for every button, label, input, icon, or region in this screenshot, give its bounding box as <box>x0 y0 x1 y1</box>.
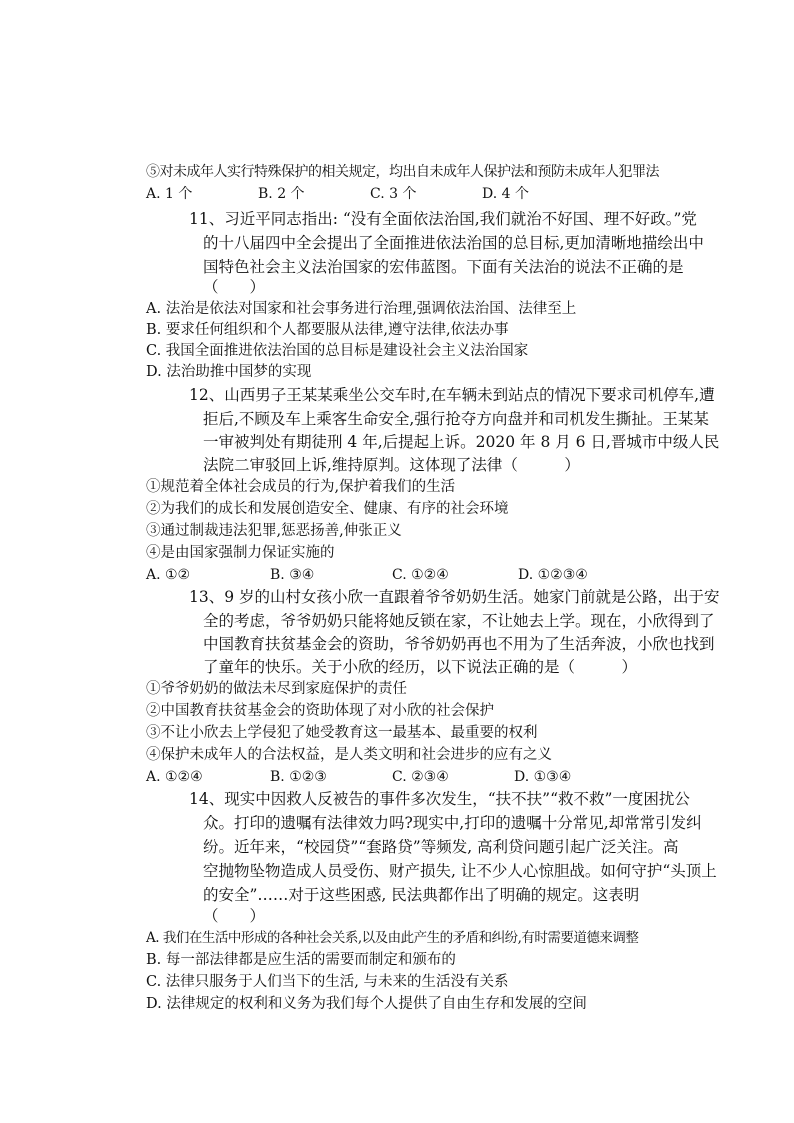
q12-stem-line-4: 法院二审驳回上诉,维持原判。这体现了法律（ ） <box>203 456 580 474</box>
q12-options <box>146 565 666 585</box>
q13-stem-line-4: 了童年的快乐。关于小欣的经历，以下说法正确的是（ ） <box>203 658 638 676</box>
q14-option-c[interactable]: C. 法律只服务于人们当下的生活, 与未来的生活没有关系 <box>146 974 509 990</box>
q10-option-a[interactable]: A. 1 个 <box>146 186 193 202</box>
q12-option-a[interactable]: A. ①② <box>146 567 191 583</box>
q11-stem-line-1: 11、习近平同志指出: “没有全面依法治国,我们就治不好国、理不好政。”党 <box>189 210 697 228</box>
q14-stem-line-2: 众。打印的遗嘱有法律效力吗?现实中,打印的遗嘱十分常见,却常常引发纠 <box>203 814 702 832</box>
q14-stem-line-4: 空抛物坠物造成人员受伤、财产损失, 让不少人心惊胆战。如何守护“头顶上 <box>203 862 717 880</box>
q13-item-3: ③不让小欣去上学侵犯了她受教育这一最基本、最重要的权利 <box>146 725 538 741</box>
q13-item-1: ①爷爷奶奶的做法未尽到家庭保护的责任 <box>146 681 407 697</box>
q13-stem-line-3: 中国教育扶贫基金会的资助，爷爷奶奶再也不用为了生活奔波，小欣也找到 <box>203 635 715 653</box>
q10-option-c[interactable]: C. 3 个 <box>370 186 417 202</box>
q11-stem-line-3: 国特色社会主义法治国家的宏伟蓝图。下面有关法治的说法不正确的是 <box>203 258 684 276</box>
q14-answer-paren[interactable]: （ ） <box>203 907 266 925</box>
q14-stem-line-1: 14、现实中因救人反被告的事件多次发生，“扶不扶”“救不救”一度困扰公 <box>189 790 690 808</box>
q13-stem-line-1: 13、9 岁的山村女孩小欣一直跟着爷爷奶奶生活。她家门前就是公路，出于安 <box>189 588 720 606</box>
q12-item-2: ②为我们的成长和发展创造安全、健康、有序的社会环境 <box>146 501 509 517</box>
q13-stem-line-2: 全的考虑，爷爷奶奶只能将她反锁在家，不让她去上学。现在，小欣得到了 <box>203 612 715 630</box>
q13-option-c[interactable]: C. ②③④ <box>392 769 449 785</box>
q13-option-a[interactable]: A. ①②④ <box>146 769 203 785</box>
q11-option-a[interactable]: A. 法治是依法对国家和社会事务进行治理,强调依法治国、法律至上 <box>146 301 577 317</box>
q10-option-d[interactable]: D. 4 个 <box>482 186 529 202</box>
q12-item-4: ④是由国家强制力保证实施的 <box>146 545 335 561</box>
q13-option-d[interactable]: D. ①③④ <box>514 769 572 785</box>
q14-stem-line-5: 的安全”……对于这些困惑, 民法典都作出了明确的规定。这表明 <box>203 886 640 904</box>
q14-option-d[interactable]: D. 法律规定的权利和义务为我们每个人提供了自由生存和发展的空间 <box>146 996 587 1012</box>
q14-option-b[interactable]: B. 每一部法律都是应生活的需要而制定和颁布的 <box>146 952 456 968</box>
q12-option-c[interactable]: C. ①②④ <box>392 567 449 583</box>
q13-option-b[interactable]: B. ①②③ <box>270 769 327 785</box>
q11-option-c[interactable]: C. 我国全面推进依法治国的总目标是建设社会主义法治国家 <box>146 343 529 359</box>
q13-options <box>146 767 666 787</box>
q11-stem-line-2: 的十八届四中全会提出了全面推进依法治国的总目标,更加清晰地描绘出中 <box>203 234 704 252</box>
q10-options <box>146 184 666 204</box>
q12-item-3: ③通过制裁违法犯罪,惩恶扬善,伸张正义 <box>146 523 402 539</box>
q14-stem-line-3: 纷。近年来，“校园贷”“套路贷”等频发, 高利贷问题引起广泛关注。高 <box>203 838 679 856</box>
q12-stem-line-3: 一审被判处有期徒刑 4 年,后提起上诉。2020 年 8 月 6 日,晋城市中级人民 <box>203 433 720 451</box>
q13-item-2: ②中国教育扶贫基金会的资助体现了对小欣的社会保护 <box>146 703 494 719</box>
q14-option-a[interactable]: A. 我们在生活中形成的各种社会关系,以及由此产生的矛盾和纠纷,有时需要道德来调整 <box>146 930 639 946</box>
q12-item-1: ①规范着全体社会成员的行为,保护着我们的生活 <box>146 479 456 495</box>
q13-item-4: ④保护未成年人的合法权益，是人类文明和社会进步的应有之义 <box>146 747 552 763</box>
q11-option-b[interactable]: B. 要求任何组织和个人都要服从法律,遵守法律,依法办事 <box>146 322 509 338</box>
q12-stem-line-2: 拒后,不顾及车上乘客生命安全,强行抢夺方向盘并和司机发生撕扯。王某某 <box>203 410 709 428</box>
q12-option-b[interactable]: B. ③④ <box>270 567 315 583</box>
q10-item-5: ⑤对未成年人实行特殊保护的相关规定，均出自未成年人保护法和预防未成年人犯罪法 <box>146 164 659 180</box>
q11-answer-paren[interactable]: （ ） <box>203 278 266 296</box>
q10-option-b[interactable]: B. 2 个 <box>258 186 305 202</box>
q11-option-d[interactable]: D. 法治助推中国梦的实现 <box>146 364 312 380</box>
q12-option-d[interactable]: D. ①②③④ <box>518 567 588 583</box>
q12-stem-line-1: 12、山西男子王某某乘坐公交车时,在车辆未到站点的情况下要求司机停车,遭 <box>189 386 715 404</box>
